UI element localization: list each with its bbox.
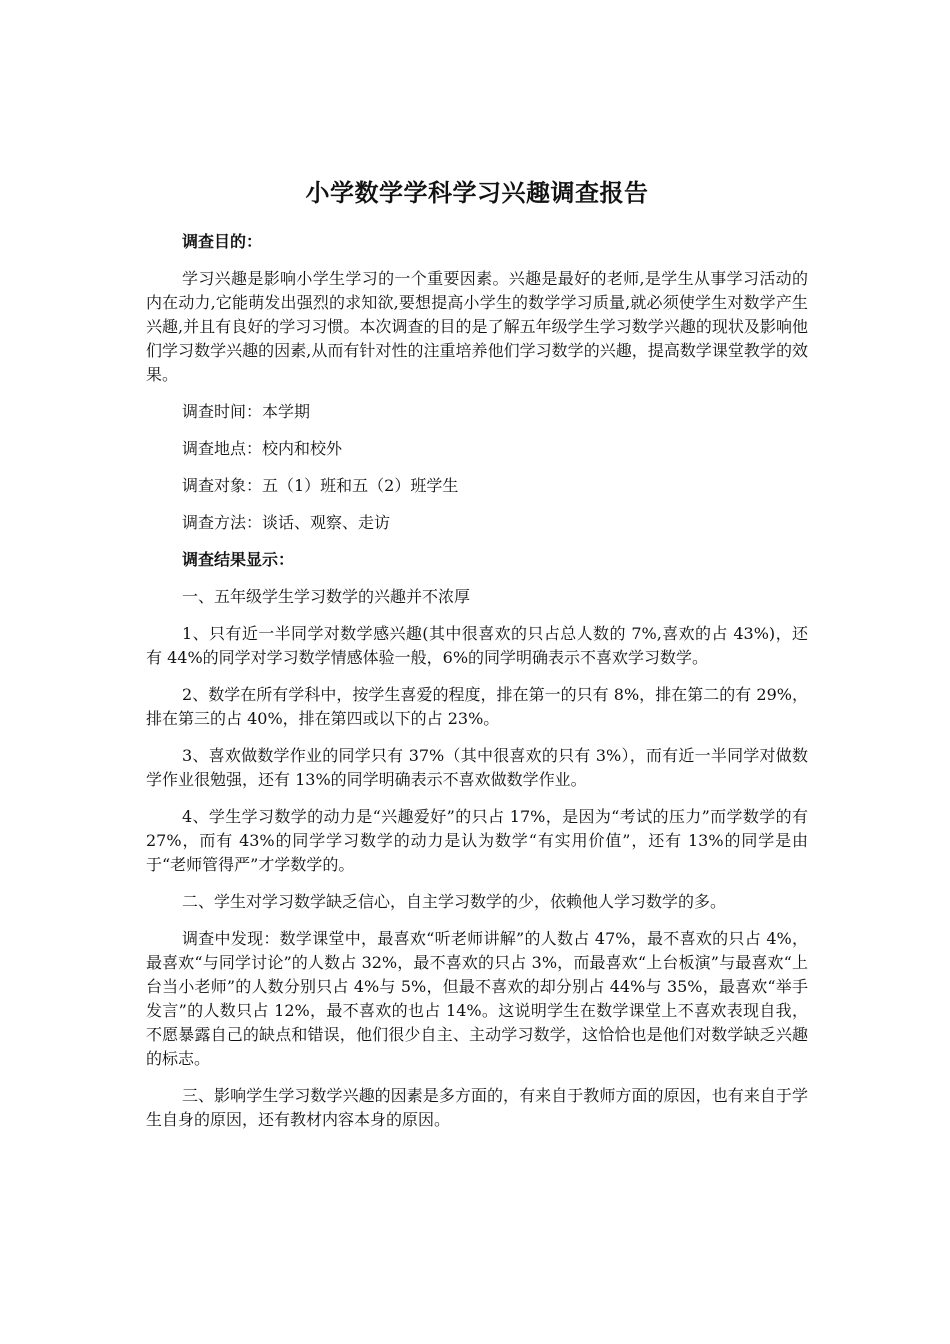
survey-time: 调查时间：本学期: [182, 402, 311, 421]
section-2-paragraph: 调查中发现：数学课堂中，最喜欢“听老师讲解”的人数占 47%，最不喜欢的只占 4%，最喜欢“与同学讨论”的人数占 32%，最不喜欢的只占 3%，而最喜欢“上台板演”与最喜欢“上台当小老师”的人数分别只占 4%与 5%，但最不喜欢的却分别占 44%与 35%，最喜欢“举手发言”的人数只占 12%，最不喜欢的也占 14%。这说明学生在数学课堂上不喜欢表现自我，不愿暴露自己的缺点和错误，他们很少自主、主动学习数学，这恰恰也是他们对数学缺乏兴趣的标志。: [146, 929, 808, 1068]
section-3-paragraph: 三、影响学生学习数学兴趣的因素是多方面的，有来自于教师方面的原因，也有来自于学生自身的原因，还有教材内容本身的原因。: [146, 1086, 808, 1129]
finding-item-4: 4、学生学习数学的动力是“兴趣爱好”的只占 17%，是因为“考试的压力”而学数学的有 27%，而有 43%的同学学习数学的动力是认为数学“有实用价值”，还有 13%的同学是由于“老师管得严”才学数学的。: [146, 807, 808, 874]
survey-place: 调查地点：校内和校外: [182, 439, 343, 458]
page-title: 小学数学学科学习兴趣调查报告: [305, 179, 649, 207]
survey-target: 调查对象：五（1）班和五（2）班学生: [182, 476, 459, 495]
finding-item-1: 1、只有近一半同学对数学感兴趣(其中很喜欢的只占总人数的 7%,喜欢的占 43%)，还有 44%的同学对学习数学情感体验一般，6%的同学明确表示不喜欢学习数学。: [146, 624, 808, 667]
purpose-heading: 调查目的：: [182, 232, 263, 251]
survey-method: 调查方法：谈话、观察、走访: [182, 513, 391, 532]
finding-item-3: 3、喜欢做数学作业的同学只有 37%（其中很喜欢的只有 3%），而有近一半同学对做数学作业很勉强，还有 13%的同学明确表示不喜欢做数学作业。: [146, 746, 808, 789]
results-heading: 调查结果显示：: [182, 550, 295, 569]
section-1-heading: 一、五年级学生学习数学的兴趣并不浓厚: [182, 587, 471, 606]
purpose-paragraph: 学习兴趣是影响小学生学习的一个重要因素。兴趣是最好的老师,是学生从事学习活动的内在动力,它能萌发出强烈的求知欲,要想提高小学生的数学学习质量,就必须使学生对数学产生兴趣,并且有良好的学习习惯。本次调查的目的是了解五年级学生学习数学兴趣的现状及影响他们学习数学兴趣的因素,从而有针对性的注重培养他们学习数学的兴趣，提高数学课堂教学的效果。: [146, 269, 808, 384]
document-body: [146, 176, 808, 1145]
section-2-heading: 二、学生对学习数学缺乏信心，自主学习数学的少，依赖他人学习数学的多。: [182, 892, 727, 911]
finding-item-2: 2、数学在所有学科中，按学生喜爱的程度，排在第一的只有 8%，排在第二的有 29%，排在第三的占 40%，排在第四或以下的占 23%。: [146, 685, 808, 728]
